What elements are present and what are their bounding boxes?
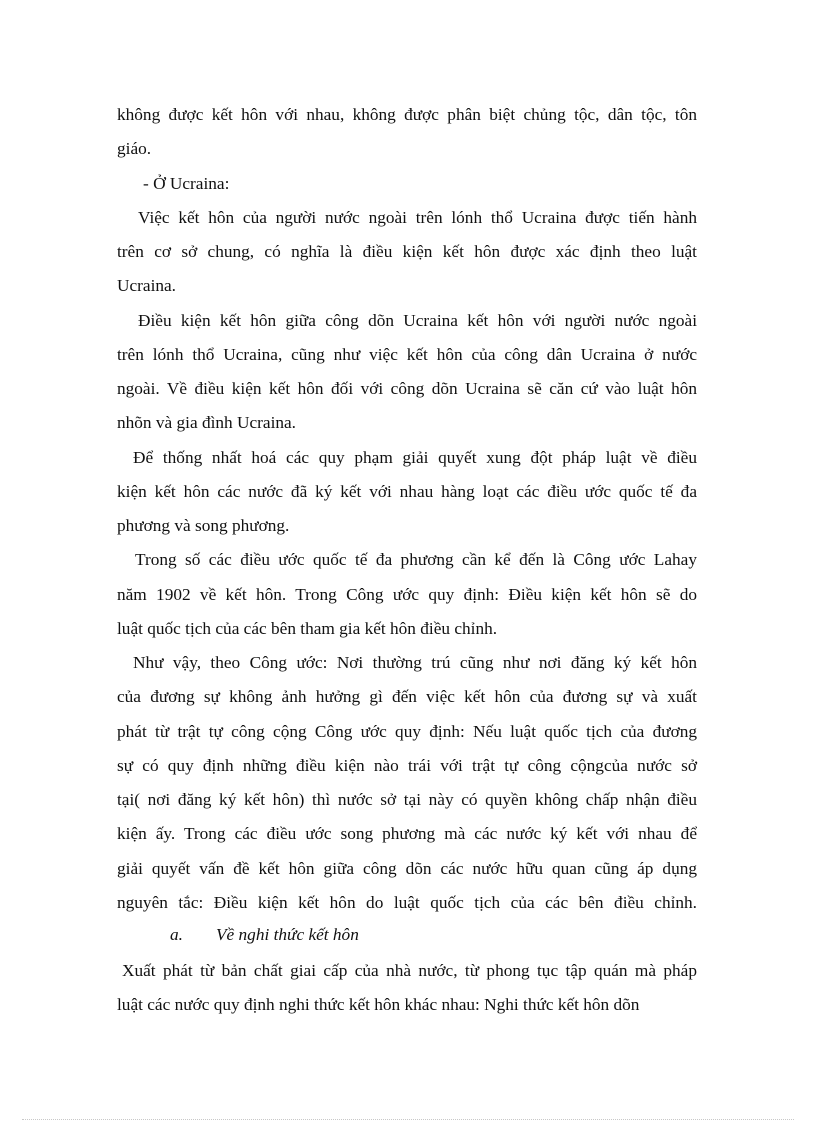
text-line: trên lónh thổ Ucraina, cũng như việc kết hôn của công dân Ucraina ở nước (117, 345, 697, 364)
text-line: Như vậy, theo Công ước: Nơi thường trú cũng như nơi đăng ký kết hôn (133, 653, 697, 672)
text-line: Để thống nhất hoá các quy phạm giải quyết xung đột pháp luật về điều (133, 448, 697, 467)
text-line: không được kết hôn với nhau, không được phân biệt chủng tộc, dân tộc, tôn (117, 105, 697, 124)
text-line: nhõn và gia đình Ucraina. (117, 413, 296, 432)
text-line: kiện ấy. Trong các điều ước song phương mà các nước ký kết với nhau để (117, 824, 697, 843)
text-line: Xuất phát từ bản chất giai cấp của nhà nước, từ phong tục tập quán mà pháp (122, 961, 697, 980)
text-line: Việc kết hôn của người nước ngoài trên lónh thổ Ucraina được tiến hành (138, 208, 697, 227)
list-item-ucraina: - Ở Ucraina: (143, 174, 230, 193)
text-line: Ucraina. (117, 276, 177, 295)
section-heading-title: Về nghi thức kết hôn (216, 925, 359, 944)
text-line: năm 1902 về kết hôn. Trong Công ước quy định: Điều kiện kết hôn sẽ do (117, 585, 697, 604)
text-line: Trong số các điều ước quốc tế đa phương cần kể đến là Công ước Lahay (135, 550, 697, 569)
text-line: tại( nơi đăng ký kết hôn) thì nước sở tại này có quyền không chấp nhận điều (117, 790, 697, 809)
text-line: ngoài. Về điều kiện kết hôn đối với công dõn Ucraina sẽ căn cứ vào luật hôn (117, 379, 697, 398)
text-line: giáo. (117, 139, 152, 158)
text-line: phương và song phương. (117, 516, 290, 535)
text-line: trên cơ sở chung, có nghĩa là điều kiện kết hôn được xác định theo luật (117, 242, 697, 261)
text-line: sự có quy định những điều kiện nào trái với trật tự công cộngcủa nước sở (117, 756, 697, 775)
text-line: giải quyết vấn đề kết hôn giữa công dõn các nước hữu quan cũng áp dụng (117, 859, 697, 878)
text-line: luật các nước quy định nghi thức kết hôn khác nhau: Nghi thức kết hôn dõn (117, 995, 640, 1014)
text-line: Điều kiện kết hôn giữa công dõn Ucraina kết hôn với người nước ngoài (138, 311, 697, 330)
page-bottom-divider (22, 1119, 794, 1120)
text-line: luật quốc tịch của các bên tham gia kết hôn điều chỉnh. (117, 619, 498, 638)
text-line: nguyên tắc: Điều kiện kết hôn do luật quốc tịch của các bên điều chỉnh. (117, 893, 697, 912)
text-line: kiện kết hôn các nước đã ký kết với nhau hàng loạt các điều ước quốc tế đa (117, 482, 697, 501)
text-line: của đương sự không ảnh hưởng gì đến việc kết hôn của đương sự và xuất (117, 687, 697, 706)
section-heading-marker: a. (170, 925, 183, 944)
text-line: phát từ trật tự công cộng Công ước quy định: Nếu luật quốc tịch của đương (117, 722, 697, 741)
